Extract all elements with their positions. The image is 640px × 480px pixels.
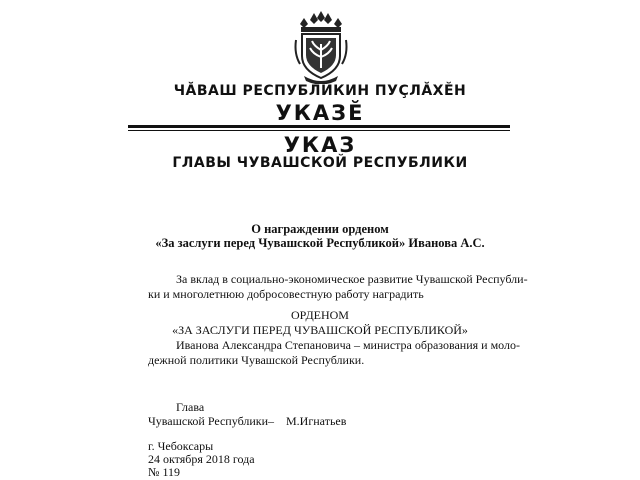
signatory-name: М.Игнатьев — [286, 414, 347, 428]
body-paragraph-line-2: ки и многолетнюю добросовестную работу наградить — [148, 287, 424, 301]
russian-header-line: ГЛАВЫ ЧУВАШСКОЙ РЕСПУБЛИКИ — [172, 155, 468, 171]
header-divider-thin — [128, 130, 510, 131]
signature-title-line-1: Глава — [176, 400, 205, 414]
signature-dash: – — [268, 414, 274, 428]
signature-title-line-2: Чувашской Республики — [148, 414, 269, 428]
issue-date: 24 октября 2018 года — [148, 452, 255, 466]
coat-of-arms-emblem — [292, 10, 350, 84]
header-divider-thick — [128, 125, 510, 128]
recipient-line-2: дежной политики Чувашской Республики. — [148, 353, 365, 367]
chuvash-decree-title: УКАЗĔ — [275, 101, 365, 125]
issue-city: г. Чебоксары — [148, 439, 214, 453]
russian-decree-title: УКАЗ — [283, 133, 357, 157]
chuvash-header-line: ЧĂВАШ РЕСПУБЛИКИН ПУÇЛĂХĔН — [173, 83, 467, 99]
subject-line-1: О награждении орденом — [251, 222, 389, 236]
subject-line-2: «За заслуги перед Чувашской Республикой» Иванова А.С. — [155, 236, 485, 250]
order-name-line-2: «ЗА ЗАСЛУГИ ПЕРЕД ЧУВАШСКОЙ РЕСПУБЛИКОЙ» — [172, 323, 468, 337]
body-paragraph-line-1: За вклад в социально-экономическое развитие Чувашской Республи- — [176, 272, 528, 286]
decree-number: № 119 — [148, 465, 181, 479]
recipient-line-1: Иванова Александра Степановича – министра образования и моло- — [176, 338, 520, 352]
order-name-line-1: ОРДЕНОМ — [291, 308, 349, 322]
